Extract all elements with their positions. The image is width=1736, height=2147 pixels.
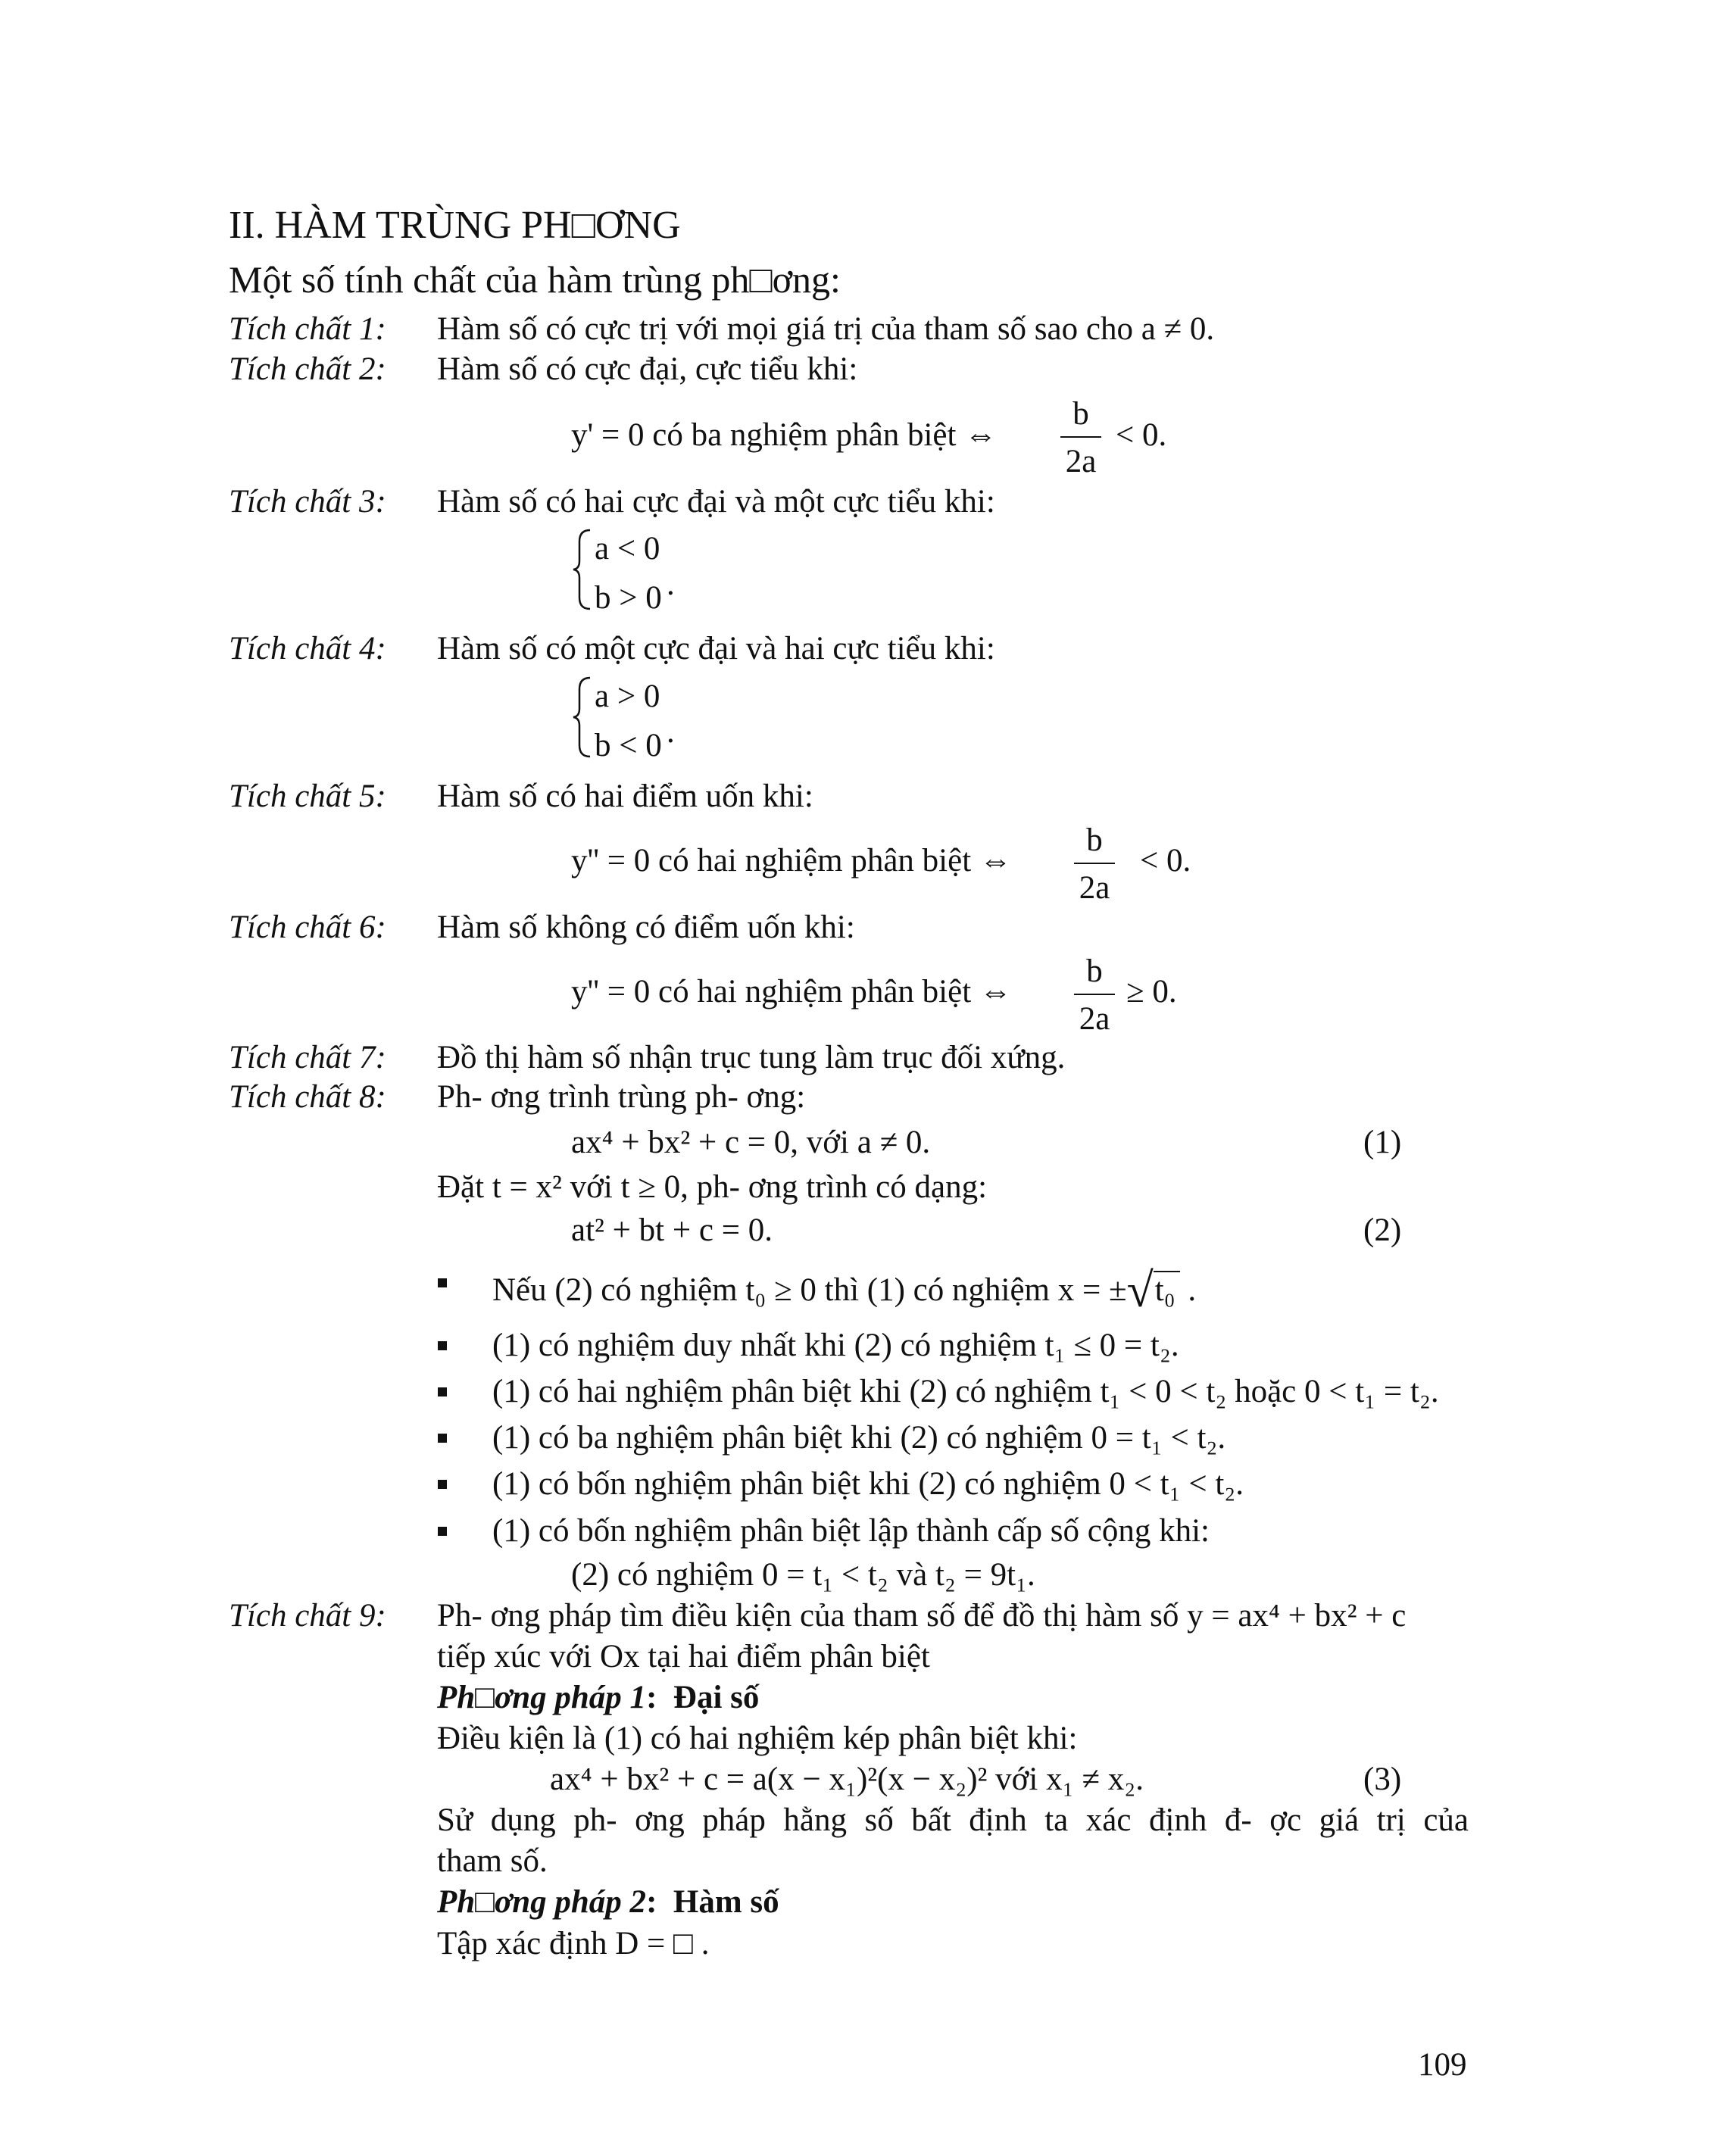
fraction-denominator: 2a <box>1079 870 1110 906</box>
property-6-label: Tích chất 6: <box>229 910 386 945</box>
property-1-text: Hàm số có cực trị với mọi giá trị của tham số sao cho a ≠ 0. <box>437 311 1215 347</box>
method-1-condition: Điều kiện là (1) có hai nghiệm kép phân biệt khi: <box>437 1721 1078 1756</box>
property-2-formula-lhs: y' = 0 có ba nghiệm phân biệt ⇔ <box>571 417 998 453</box>
method-2-domain: Tập xác định D = □ . <box>437 1926 710 1961</box>
equation-1: ax⁴ + bx² + c = 0, với a ≠ 0. <box>571 1125 931 1160</box>
property-9-text: Ph- ơng pháp tìm điều kiện của tham số để đồ thị hàm số y = ax⁴ + bx² + c <box>437 1598 1407 1634</box>
bullet-4-text: (1) có ba nghiệm phân biệt khi (2) có nghiệm 0 = t₁ < t₂. <box>492 1420 1226 1456</box>
bullet-icon <box>438 1341 447 1350</box>
fraction-bar <box>1060 436 1101 438</box>
property-8-text: Ph- ơng trình trùng ph- ơng: <box>437 1079 806 1115</box>
method-1-note: Sử dụng ph- ơng pháp hằng số bất định ta xác định đ- ợc giá trị của <box>437 1802 1469 1838</box>
property-3-text: Hàm số có hai cực đại và một cực tiểu khi: <box>437 484 995 520</box>
bullet-5-text: (1) có bốn nghiệm phân biệt khi (2) có nghiệm 0 < t₁ < t₂. <box>492 1466 1244 1502</box>
bullet-icon <box>438 1527 447 1536</box>
bullet-icon <box>438 1434 447 1443</box>
brace-icon <box>572 528 595 611</box>
bullet-6-continuation: (2) có nghiệm 0 = t₁ < t₂ và t₂ = 9t₁. <box>571 1557 1035 1593</box>
bullet-3-text: (1) có hai nghiệm phân biệt khi (2) có nghiệm t₁ < 0 < t₂ hoặc 0 < t₁ = t₂. <box>492 1374 1439 1409</box>
method-2-title: Ph□ơng pháp 2 <box>437 1884 647 1920</box>
property-2-text: Hàm số có cực đại, cực tiểu khi: <box>437 351 858 387</box>
fraction-numerator: b <box>1073 396 1089 432</box>
sqrt-radicand: t₀ <box>1154 1271 1180 1308</box>
method-2-heading: Ph□ơng pháp 2: Hàm số <box>437 1884 779 1920</box>
property-7-text: Đồ thị hàm số nhận trục tung làm trục đối xứng. <box>437 1040 1066 1075</box>
fraction-numerator: b <box>1086 953 1103 989</box>
equation-3-number: (3) <box>1363 1762 1402 1797</box>
method-1-note-line-2: tham số. <box>437 1843 548 1879</box>
property-5-formula-lhs: y'' = 0 có hai nghiệm phân biệt ⇔ <box>571 843 1012 878</box>
sqrt-expression: √t₀ <box>1127 1266 1180 1315</box>
property-6-fraction <box>1074 955 1115 1035</box>
section-title: II. HÀM TRÙNG PH□ƠNG <box>229 204 681 247</box>
property-9-label: Tích chất 9: <box>229 1598 386 1634</box>
property-3-system-period: . <box>667 566 675 602</box>
fraction-bar <box>1074 863 1115 864</box>
bullet-1-prefix: Nếu (2) có nghiệm t₀ ≥ 0 thì (1) có nghiệm x = ± <box>492 1272 1127 1308</box>
fraction-bar <box>1074 994 1115 995</box>
property-6-formula-lhs: y'' = 0 có hai nghiệm phân biệt ⇔ <box>571 974 1012 1010</box>
property-8-label: Tích chất 8: <box>229 1079 386 1115</box>
equation-2-number: (2) <box>1363 1212 1402 1248</box>
method-1-heading: Ph□ơng pháp 1: Đại số <box>437 1680 760 1715</box>
property-2-label: Tích chất 2: <box>229 351 386 387</box>
property-5-label: Tích chất 5: <box>229 779 386 814</box>
property-5-formula-rhs: < 0. <box>1140 843 1191 878</box>
property-5-text: Hàm số có hai điểm uốn khi: <box>437 779 813 814</box>
substitution-text: Đặt t = x² với t ≥ 0, ph- ơng trình có dạng: <box>437 1169 988 1205</box>
property-6-formula-rhs: ≥ 0. <box>1126 974 1177 1010</box>
property-5-fraction <box>1074 824 1115 904</box>
equation-3: ax⁴ + bx² + c = a(x − x₁)²(x − x₂)² với x₁ ≠ x₂. <box>550 1762 1144 1797</box>
method-2-name: Hàm số <box>673 1884 779 1920</box>
page-number: 109 <box>1418 2047 1467 2083</box>
property-3-system-line-1: a < 0 <box>595 531 660 566</box>
property-1-label: Tích chất 1: <box>229 311 386 347</box>
property-7-label: Tích chất 7: <box>229 1040 386 1075</box>
property-3-system-line-2: b > 0 <box>595 580 662 616</box>
bullet-1-text <box>492 1263 1197 1317</box>
equation-2: at² + bt + c = 0. <box>571 1212 773 1248</box>
property-3-label: Tích chất 3: <box>229 484 386 520</box>
brace-icon <box>572 676 595 759</box>
property-4-system-line-2: b < 0 <box>595 728 662 763</box>
property-4-label: Tích chất 4: <box>229 631 386 666</box>
bullet-icon <box>438 1387 447 1396</box>
fraction-numerator: b <box>1086 822 1103 858</box>
property-4-system-period: . <box>667 714 675 750</box>
fraction-denominator: 2a <box>1079 1001 1110 1037</box>
property-4-text: Hàm số có một cực đại và hai cực tiểu khi: <box>437 631 995 666</box>
property-4-system-line-1: a > 0 <box>595 679 660 714</box>
property-2-fraction <box>1060 398 1101 478</box>
method-1-title: Ph□ơng pháp 1 <box>437 1680 647 1715</box>
fraction-denominator: 2a <box>1065 444 1097 479</box>
equation-1-number: (1) <box>1363 1125 1402 1160</box>
bullet-6-text: (1) có bốn nghiệm phân biệt lập thành cấp số cộng khi: <box>492 1513 1210 1549</box>
bullet-2-text: (1) có nghiệm duy nhất khi (2) có nghiệm t₁ ≤ 0 = t₂. <box>492 1328 1179 1363</box>
bullet-1-period: . <box>1188 1272 1197 1308</box>
property-9-text-line-2: tiếp xúc với Ox tại hai điểm phân biệt <box>437 1639 930 1674</box>
bullet-icon <box>438 1278 447 1287</box>
property-2-formula-rhs: < 0. <box>1116 417 1167 453</box>
bullet-icon <box>438 1480 447 1489</box>
method-1-name: Đại số <box>673 1680 760 1715</box>
property-6-text: Hàm số không có điểm uốn khi: <box>437 910 855 945</box>
subtitle: Một số tính chất của hàm trùng ph□ơng: <box>229 258 841 301</box>
